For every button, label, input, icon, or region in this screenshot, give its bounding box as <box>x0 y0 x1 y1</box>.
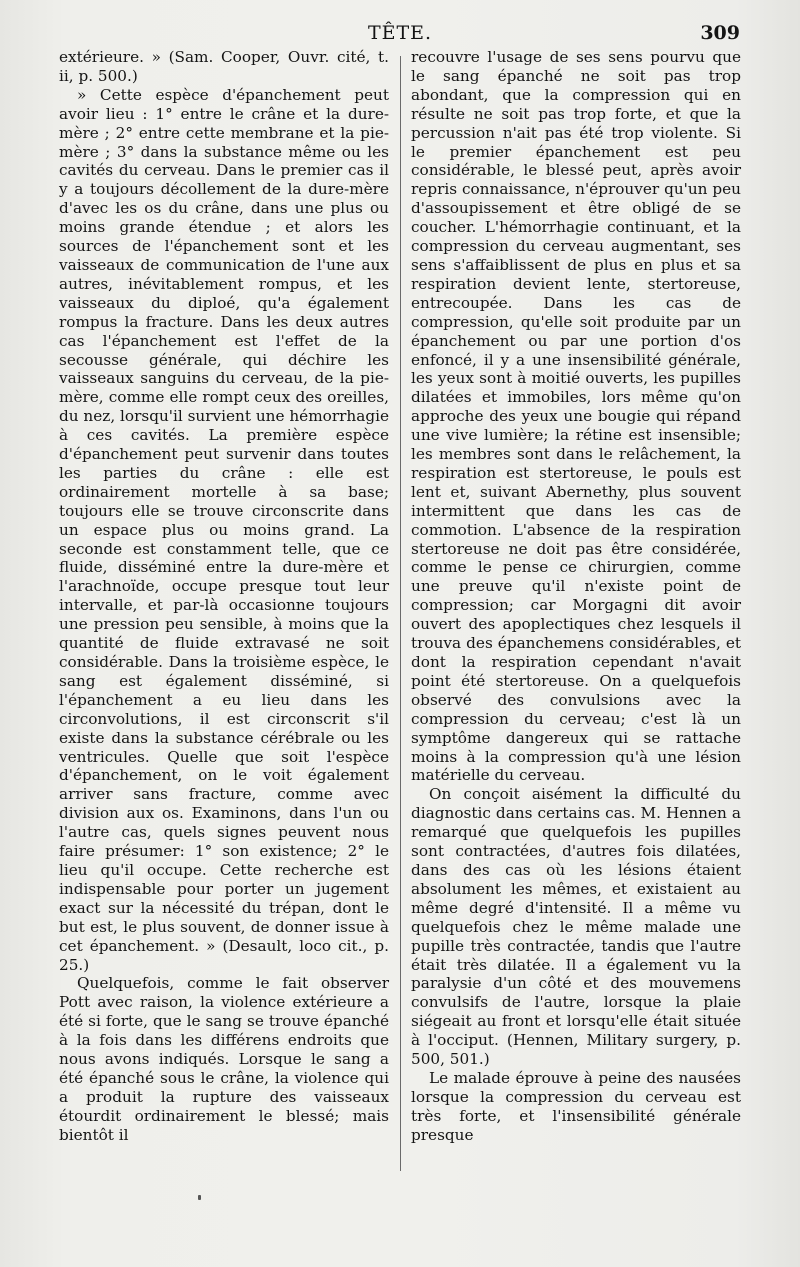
paragraph: On conçoit aisément la difficulté du diagnostic dans certains cas. M. Hennen a remarqué que quelquefois les pupilles sont contractées, d'autres fois dilatées, dans des cas où les lésions étaient absolument les mêmes, et existaient au même degré d'intensité. Il a même vu quelquefois chez le même malade une pupille très contractée, tandis que l'autre était très dilatée. Il a également vu la paralysie d'un côté et des mouvemens convulsifs de l'autre, lorsque la plaie siégeait au front et lorsqu'elle était située à l'occiput. (Hennen, Military surgery, p. 500, 501.) <box>411 785 741 1069</box>
paragraph: Le malade éprouve à peine des nausées lorsque la compression du cerveau est très forte, et l'insensibilité générale presque <box>411 1068 741 1144</box>
running-title: TÊTE. <box>367 22 433 44</box>
right-column <box>411 48 741 1145</box>
left-column <box>59 48 389 1145</box>
print-speck <box>198 1195 201 1200</box>
running-head <box>60 22 740 48</box>
column-rule <box>400 56 401 1171</box>
paragraph-continuation: extérieure. » (Sam. Cooper, Ouvr. cité, t. ii, p. 500.) <box>59 48 389 85</box>
paragraph: Quelquefois, comme le fait observer Pott avec raison, la violence extérieure a été si forte, que le sang se trouve épanché à la fois dans les différens endroits que nous avons indiqués. Lorsque le sang a été épanché sous le crâne, la violence qui a produit la rupture des vaisseaux étourdit ordinairement le blessé; mais bientôt il <box>59 974 389 1144</box>
paragraph-quotation: » Cette espèce d'épanchement peut avoir lieu : 1° entre le crâne et la dure-mère ; 2° entre cette membrane et la pie-mère ; 3° dans la substance même ou les cavités du cerveau. Dans le premier cas il y a toujours décollement de la dure-mère d'avec les os du crâne, dans une plus ou moins grande étendue ; et alors les sources de l'épanchement sont et les vaisseaux de communication de l'une aux autres, inévitablement rompus, et les vaisseaux du diploé, qu'a également rompus la fracture. Dans les deux autres cas l'épanchement est l'effet de la secousse générale, qui déchire les vaisseaux sanguins du cerveau, de la pie-mère, comme elle rompt ceux des oreilles, du nez, lorsqu'il survient une hémorrhagie à ces cavités. La première espèce d'épanchement peut survenir dans toutes les parties du crâne : elle est ordinairement mortelle à sa base; toujours elle se trouve circonscrite dans un espace plus ou moins grand. La seconde est constamment telle, que ce fluide, disséminé entre la dure-mère et l'arachnoïde, occupe presque tout leur intervalle, et par-là occasionne toujours une pression peu sensible, à moins que la quantité de fluide extravasé ne soit considérable. Dans la troisième espèce, le sang est également disséminé, si l'épanchement a eu lieu dans les circonvolutions, il est circonscrit s'il existe dans la substance cérébrale ou les ventricules. Quelle que soit l'espèce d'épanchement, on le voit également arriver sans fracture, comme avec division aux os. Examinons, dans l'un ou l'autre cas, quels signes peuvent nous faire présumer: 1° son existence; 2° le lieu qu'il occupe. Cette recherche est indispensable pour porter un jugement exact sur la nécessité du trépan, dont le but est, le plus souvent, de donner issue à cet épanchement. » (Desault, loco cit., p. 25.) <box>59 85 389 974</box>
paragraph-continuation: recouvre l'usage de ses sens pourvu que le sang épanché ne soit pas trop abondant, que la compression qui en résulte ne soit pas trop forte, et que la percussion n'ait pas été trop violente. Si le premier épanchement est peu considérable, le blessé peut, après avoir repris connaissance, n'éprouver qu'un peu d'assoupissement et être obligé de se coucher. L'hémorrhagie continuant, et la compression du cerveau augmentant, ses sens s'affaiblissent de plus en plus et sa respiration devient lente, stertoreuse, entrecoupée. Dans les cas de compression, qu'elle soit produite par un épanchement ou par une portion d'os enfoncé, il y a une insensibilité générale, les yeux sont à moitié ouverts, les pupilles dilatées et immobiles, lors même qu'on approche des yeux une bougie qui répand une vive lumière; la rétine est insensible; les membres sont dans le relâchement, la respiration est stertoreuse, le pouls est lent et, suivant Abernethy, plus souvent intermittent que dans les cas de commotion. L'absence de la respiration stertoreuse ne doit pas être considérée, comme le pense ce chirurgien, comme une preuve qu'il n'existe point de compression; car Morgagni dit avoir ouvert des apoplectiques chez lesquels il trouva des épanchemens considérables, et dont la respiration cependant n'avait point été stertoreuse. On a quelquefois observé des convulsions avec la compression du cerveau; c'est là un symptôme dangereux qui se rattache moins à la compression qu'à une lésion matérielle du cerveau. <box>411 48 741 785</box>
page-number: 309 <box>700 22 740 44</box>
